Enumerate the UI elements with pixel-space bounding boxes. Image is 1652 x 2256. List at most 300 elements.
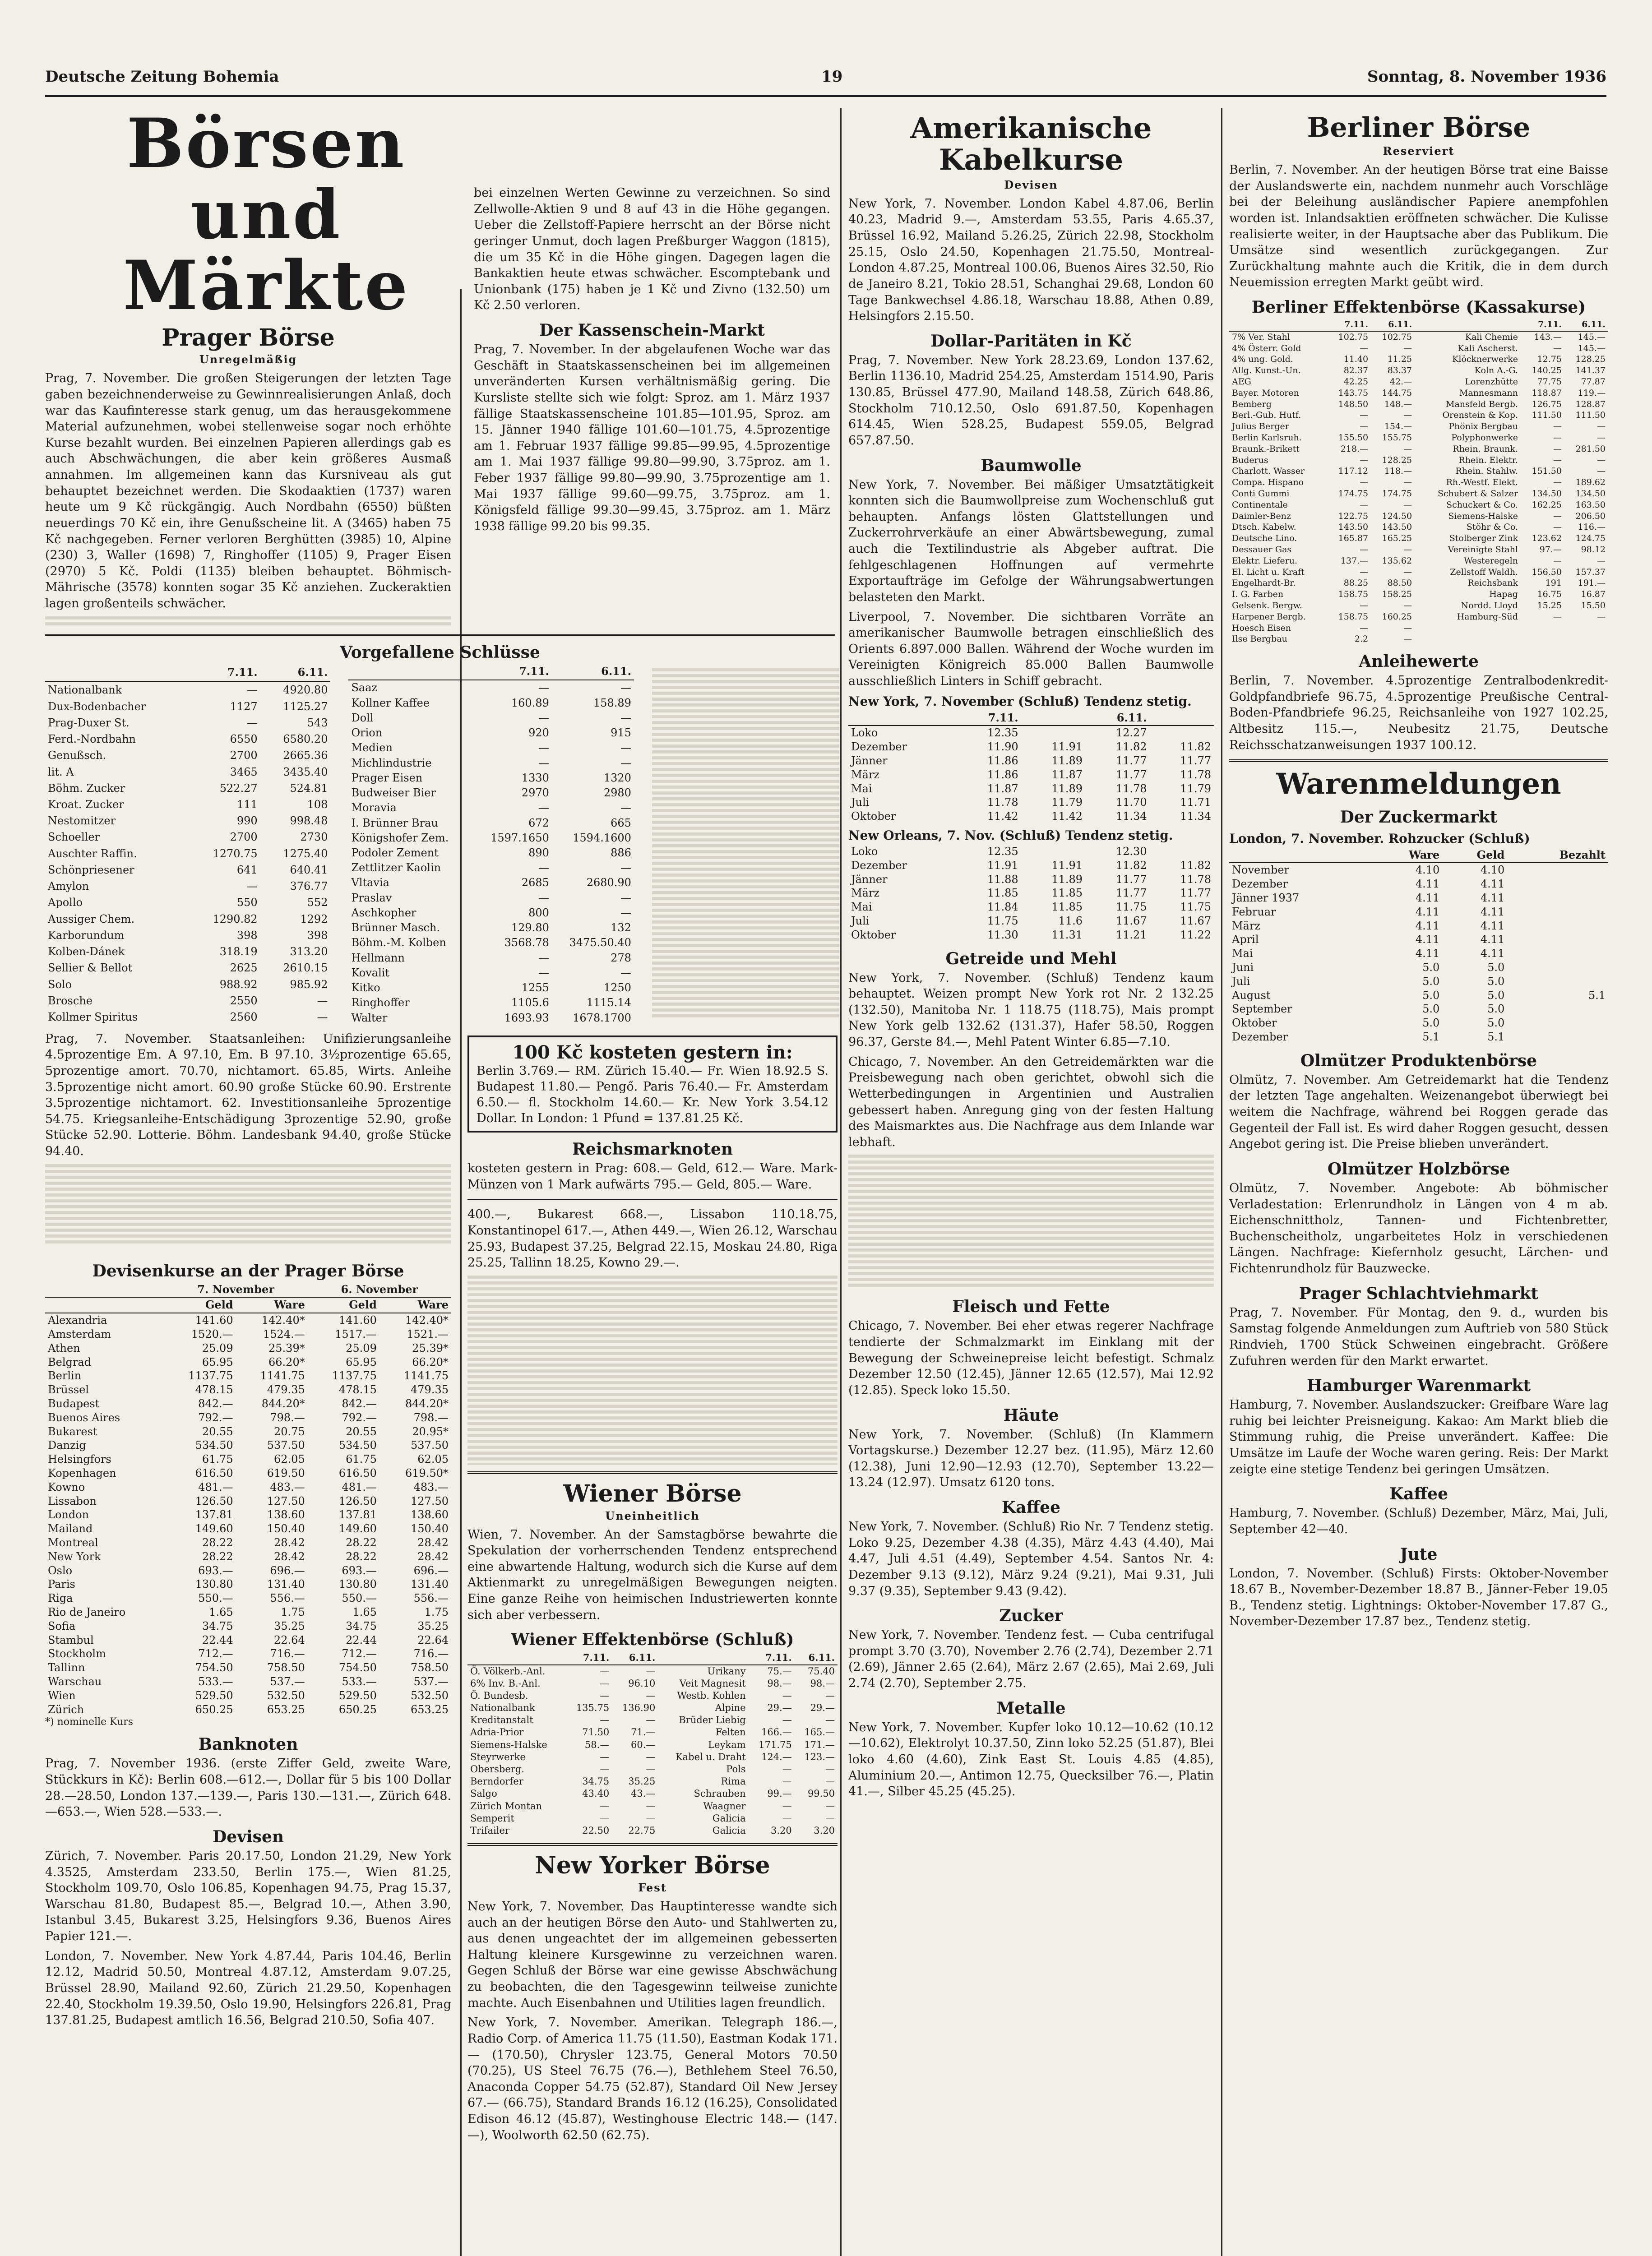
lower-section xyxy=(45,1031,839,2147)
table-cell: — xyxy=(825,1690,835,1701)
table-cell: 11.31 xyxy=(1051,928,1083,941)
table-cell: 136.90 xyxy=(622,1702,656,1714)
table-cell: 11.85 xyxy=(1051,887,1083,900)
table-cell: 550 xyxy=(236,896,258,909)
column-berlin xyxy=(1229,108,1608,2256)
table-cell: 616.50 xyxy=(195,1467,233,1480)
table-row xyxy=(1229,354,1608,365)
table-cell: 481.— xyxy=(198,1480,233,1493)
table-row xyxy=(45,895,330,911)
table-cell: 12.35 xyxy=(987,845,1018,858)
table-cell: — xyxy=(600,1764,610,1775)
table-cell: 5.1 xyxy=(1422,1030,1440,1043)
table-cell: 149.60 xyxy=(195,1522,233,1535)
table-cell: Mai xyxy=(851,782,872,795)
table-cell: 34.75 xyxy=(582,1776,610,1787)
table-cell: Galicia xyxy=(712,1812,746,1824)
table-cell: 537.50 xyxy=(267,1439,305,1452)
table-cell: — xyxy=(825,1764,835,1775)
table-cell: 2685 xyxy=(521,876,549,889)
table-cell: — xyxy=(1360,567,1369,577)
table-cell: Kolben-Dánek xyxy=(48,945,125,958)
cable-title: Amerikanische Kabelkurse xyxy=(910,111,1152,177)
table-cell: März xyxy=(851,768,879,781)
table-cell: 4.11 xyxy=(1480,933,1505,946)
table-cell: 11.91 xyxy=(1051,740,1083,754)
table-cell: August xyxy=(1232,989,1271,1002)
table-row xyxy=(1229,891,1608,905)
table-cell: 131.40 xyxy=(411,1578,449,1591)
table-cell: Medien xyxy=(351,741,393,754)
table-cell: 43.40 xyxy=(582,1788,610,1799)
table-cell: 157.37 xyxy=(1575,567,1606,577)
table-row xyxy=(848,859,1214,873)
table-row xyxy=(45,1494,451,1508)
table-row xyxy=(848,768,1214,782)
table-cell: 4% Österr. Gold xyxy=(1232,343,1301,353)
table-cell: Hapag xyxy=(1489,589,1518,600)
table-cell: — xyxy=(1553,444,1562,454)
column-header: 6.11. xyxy=(612,1651,658,1664)
table-cell: 11.84 xyxy=(987,901,1018,914)
table-cell: 1594.1600 xyxy=(573,831,631,844)
table-cell: 11.77 xyxy=(1180,887,1211,900)
table-row xyxy=(45,1452,451,1466)
table-cell: 1137.75 xyxy=(188,1369,233,1382)
table-cell: 537.50 xyxy=(411,1439,449,1452)
column-header: 6.11. xyxy=(552,664,634,680)
table-cell: Berndorfer xyxy=(470,1776,523,1787)
table-cell: 543 xyxy=(307,716,328,729)
table-row xyxy=(1229,1016,1608,1030)
page-number: 19 xyxy=(821,68,843,86)
column-prague-cont xyxy=(474,185,830,538)
table-cell: 218.— xyxy=(1340,444,1369,454)
table-cell: — xyxy=(1403,343,1412,353)
table-cell: 1270.75 xyxy=(213,847,258,860)
table-cell: 653.25 xyxy=(411,1703,449,1716)
table-cell: 11.77 xyxy=(1115,754,1147,767)
jute-title: Jute xyxy=(1400,1544,1438,1564)
table-cell: 11.40 xyxy=(1343,354,1369,365)
table-cell: Praslav xyxy=(351,891,392,904)
table-row xyxy=(348,1010,634,1025)
table-cell: 127.50 xyxy=(267,1494,305,1507)
table-cell: Stolberger Zink xyxy=(1449,533,1518,544)
table-cell: 25.09 xyxy=(202,1341,233,1355)
table-row xyxy=(45,911,330,927)
table-cell: Montreal xyxy=(48,1536,98,1549)
table-cell: 124.— xyxy=(761,1751,792,1762)
table-row xyxy=(45,681,330,698)
table-row xyxy=(1229,511,1608,522)
table-cell: 11.82 xyxy=(1180,740,1211,754)
table-row xyxy=(467,1763,838,1775)
table-cell: 11.34 xyxy=(1115,810,1147,823)
table-row xyxy=(1229,343,1608,354)
table-cell: 1524.— xyxy=(263,1328,305,1341)
table-cell: 151.50 xyxy=(1532,466,1562,476)
table-cell xyxy=(1507,905,1608,919)
table-row xyxy=(348,771,634,786)
table-cell: Dezember xyxy=(1232,878,1288,891)
table-row xyxy=(45,1397,451,1411)
table-cell: 11.67 xyxy=(1115,915,1147,928)
table-cell: 25.39* xyxy=(412,1341,449,1355)
table-cell: 155.50 xyxy=(1338,432,1369,443)
column-header: Ware xyxy=(236,1297,308,1313)
table-cell: 4% ung. Gold. xyxy=(1232,354,1293,365)
table-row xyxy=(1229,919,1608,933)
table-cell: Kovalit xyxy=(351,966,390,979)
ny-kicker: Fest xyxy=(638,1881,667,1894)
table-cell: 529.50 xyxy=(338,1689,377,1702)
column-header xyxy=(1150,711,1214,726)
column-header: 6.11. xyxy=(1564,319,1608,331)
table-cell: 650.25 xyxy=(338,1703,377,1716)
neworleans-table xyxy=(848,845,1214,942)
table-cell: 127.50 xyxy=(411,1494,449,1507)
table-cell: 11.6 xyxy=(1058,915,1083,928)
table-cell: 35.25 xyxy=(417,1619,449,1632)
table-cell: Stöhr & Co. xyxy=(1466,522,1518,532)
table-cell: Julius Berger xyxy=(1232,421,1289,432)
table-cell: 1597.1650 xyxy=(491,831,549,844)
table-row xyxy=(348,695,634,710)
table-cell: — xyxy=(1597,432,1606,443)
table-cell: 5.0 xyxy=(1422,1017,1440,1030)
table-cell: Semperit xyxy=(470,1812,514,1824)
table-row xyxy=(1229,533,1608,544)
table-cell: Rhein. Elektr. xyxy=(1458,455,1518,465)
table-cell: 5.0 xyxy=(1487,961,1505,974)
table-cell: — xyxy=(620,711,631,724)
article-kicker: Unregelmäßig xyxy=(199,353,297,366)
table-cell: 154.— xyxy=(1384,421,1412,432)
table-cell: Kopenhagen xyxy=(48,1467,116,1480)
text-placeholder xyxy=(45,616,451,628)
table-cell: 11.86 xyxy=(987,754,1018,767)
table-cell: 4.10 xyxy=(1415,864,1440,877)
table-row xyxy=(348,950,634,965)
table-header-row xyxy=(45,1297,451,1313)
grain-title: Getreide und Mehl xyxy=(945,949,1117,968)
table-cell: 278 xyxy=(611,951,631,964)
table-cell: 130.80 xyxy=(195,1578,233,1591)
table-cell: 696.— xyxy=(270,1564,305,1577)
table-cell: 483.— xyxy=(413,1480,449,1493)
table-cell: 123.— xyxy=(804,1751,835,1762)
table-cell: 11.78 xyxy=(1180,768,1211,781)
table-cell: New York xyxy=(48,1550,101,1563)
table-cell: 148.50 xyxy=(1338,399,1369,409)
table-cell: 529.50 xyxy=(195,1689,233,1702)
table-cell: 20.55 xyxy=(202,1425,233,1438)
table-cell: 22.44 xyxy=(202,1633,233,1646)
table-row xyxy=(467,1775,838,1788)
table-cell: Ö. Völkerb.-Anl. xyxy=(470,1665,546,1677)
table-row xyxy=(1229,975,1608,989)
table-cell xyxy=(1507,1030,1608,1044)
table-row xyxy=(1229,444,1608,455)
cotton-body: New York, 7. November. Bei mäßiger Umsatztätigkeit konnten sich die Baumwollpreise zum Wochenschluß gut behaupten. Anfangs lösten Glattstellungen und Zuckerrohrverkäufe an einer Abwärtsbewegung, zumal auch die Textilindustrie als Abgeber auftrat. Die fehlgeschlagenen Hoffnungen auf vermehrte Exportaufträge im Gefolge der Währungsabwertungen belasteten den Markt. xyxy=(848,477,1214,604)
table-cell: 672 xyxy=(528,816,549,829)
table-cell: 11.79 xyxy=(1051,796,1083,809)
table-row xyxy=(45,1341,451,1355)
column-header: 6.11. xyxy=(795,1651,838,1664)
table-cell: Walter xyxy=(351,1011,388,1024)
table-cell: Prag-Duxer St. xyxy=(48,716,130,729)
table-cell: — xyxy=(600,1715,610,1726)
table-cell: 145.— xyxy=(1578,332,1606,342)
table-cell: 98.12 xyxy=(1581,544,1606,555)
table-cell: 61.75 xyxy=(346,1453,377,1466)
berlin-table xyxy=(1229,319,1608,645)
table-cell: 129.80 xyxy=(511,921,549,934)
table-cell: Schrauben xyxy=(694,1788,746,1799)
table-cell: — xyxy=(1360,455,1369,465)
hamburg-title: Hamburger Warenmarkt xyxy=(1307,1376,1531,1396)
table-cell: 25.39* xyxy=(268,1341,305,1355)
table-cell: 126.50 xyxy=(195,1494,233,1507)
table-cell: 160.89 xyxy=(511,696,549,709)
table-row xyxy=(467,1665,838,1678)
table-cell: 11.86 xyxy=(987,768,1018,781)
table-cell: 11.25 xyxy=(1387,354,1412,365)
table-cell: 1678.1700 xyxy=(573,1011,631,1024)
column-header: Geld xyxy=(164,1297,236,1313)
table-cell xyxy=(1507,891,1608,905)
meat-body: Chicago, 7. November. Bei eher etwas regerer Nachfrage tendierte der Schmalzmarkt im Einklang mit der Bewegung der Schweinepreise leicht befestigt. Schmalz Dezember 12.50 (12.45), Jänner 12.65 (12.57), Mai 12.92 (12.85). Speck loko 15.50. xyxy=(848,1319,1214,1397)
table-cell: Schubert & Salzer xyxy=(1437,488,1518,499)
table-cell: 3568.78 xyxy=(504,936,549,949)
table-cell: 478.15 xyxy=(338,1383,377,1396)
table-cell: Obersberg. xyxy=(470,1764,524,1775)
table-cell: Nationalbank xyxy=(470,1702,535,1714)
table-cell: 11.78 xyxy=(1180,873,1211,886)
table-cell: Schuckert & Co. xyxy=(1446,499,1518,510)
table-cell: 158.75 xyxy=(1338,611,1369,622)
column-header: 6.11. xyxy=(1371,319,1415,331)
table-cell: Siemens-Halske xyxy=(470,1739,547,1750)
table-cell: 165.87 xyxy=(1338,533,1369,544)
column-america xyxy=(848,108,1214,2256)
table-cell: 191 xyxy=(1545,578,1562,588)
rm-title: Reichsmarknoten xyxy=(572,1140,733,1159)
anleihen-title: Anleihewerte xyxy=(1359,652,1479,671)
table-cell: Ferd.-Nordbahn xyxy=(48,733,136,746)
table-cell: — xyxy=(538,801,549,814)
table-cell: Conti Gummi xyxy=(1232,488,1290,499)
table-row xyxy=(467,1678,838,1690)
table-cell: 35.25 xyxy=(628,1776,656,1787)
table-cell: 111.50 xyxy=(1532,410,1562,421)
column-header: 7.11. xyxy=(1521,319,1564,331)
table-cell: — xyxy=(600,1678,610,1689)
table-cell: Zellstoff Waldh. xyxy=(1450,567,1518,577)
table-cell: Riga xyxy=(48,1592,73,1605)
table-row xyxy=(1229,376,1608,388)
table-cell: Brosche xyxy=(48,994,93,1007)
table-cell: 1125.27 xyxy=(283,700,328,713)
table-row xyxy=(348,995,634,1010)
table-cell: Stockholm xyxy=(48,1647,106,1660)
table-cell: 616.50 xyxy=(338,1467,377,1480)
table-cell: 313.20 xyxy=(290,945,328,958)
table-cell: 11.21 xyxy=(1115,928,1147,941)
table-cell: 534.50 xyxy=(338,1439,377,1452)
table-cell: I. G. Farben xyxy=(1232,589,1284,600)
table-cell xyxy=(1415,623,1521,634)
cotton-title: Baumwolle xyxy=(981,456,1082,475)
table-cell: 126.75 xyxy=(1532,399,1562,409)
table-cell: 7% Ver. Stahl xyxy=(1232,332,1290,342)
table-cell: 62.05 xyxy=(274,1453,305,1466)
table-row xyxy=(467,1739,838,1751)
table-row xyxy=(45,1536,451,1550)
table-cell: 137.81 xyxy=(195,1508,233,1521)
table-cell: Alexandria xyxy=(48,1314,107,1327)
table-row xyxy=(348,980,634,995)
table-cell: 2700 xyxy=(230,831,258,844)
table-cell: 142.40* xyxy=(405,1314,449,1327)
table-cell: Juli xyxy=(1232,975,1250,988)
table-cell: Adria-Prior xyxy=(470,1727,524,1738)
table-row xyxy=(45,1661,451,1675)
table-cell: Veit Magnesit xyxy=(679,1678,746,1689)
table-cell: 141.37 xyxy=(1575,365,1606,376)
berlin-title: Berliner Börse xyxy=(1307,112,1531,143)
table-cell: 1255 xyxy=(521,981,549,994)
table-cell: Klöcknerwerke xyxy=(1452,354,1518,365)
table-row xyxy=(348,906,634,920)
table-cell: Vltavia xyxy=(351,876,389,889)
section-title: Börsen und Märkte xyxy=(123,108,410,325)
table-cell: 4920.80 xyxy=(283,684,328,697)
table-cell: Kollmer Spiritus xyxy=(48,1011,138,1024)
table-cell: 281.50 xyxy=(1575,444,1606,454)
table-cell: 2625 xyxy=(230,962,258,975)
market-body: 400.—, Bukarest 668.—, Lissabon 110.18.75, Konstantinopel 617.—, Athen 449.—, Wien 26.12, Warschau 25.93, Budapest 37.25, Belgrad 22.15, Moskau 24.80, Riga 25.25, Tallinn 18.25, Kowno 29.—. xyxy=(467,1207,838,1270)
table-row xyxy=(1229,499,1608,511)
table-cell: — xyxy=(1553,555,1562,566)
table-cell: — xyxy=(1360,410,1369,421)
table-cell: 2730 xyxy=(300,831,328,844)
cotton-futures-head: New York, 7. November (Schluß) Tendenz stetig. xyxy=(848,693,1192,709)
table-cell: — xyxy=(538,951,549,964)
table-cell: 15.50 xyxy=(1581,600,1606,610)
table-cell: 1141.75 xyxy=(260,1369,305,1382)
table-cell: Dezember xyxy=(851,740,907,754)
table-cell: Aussiger Chem. xyxy=(48,912,135,925)
table-cell: 1290.82 xyxy=(213,912,258,925)
table-cell: April xyxy=(1232,933,1259,946)
table-cell: Jänner 1937 xyxy=(1232,892,1300,905)
table-cell xyxy=(1021,845,1085,859)
column-header: 7.11. xyxy=(749,1651,795,1664)
table-cell: Böhm.-M. Kolben xyxy=(351,936,446,949)
table-cell: — xyxy=(1360,343,1369,353)
table-cell: Nationalbank xyxy=(48,684,122,697)
table-cell: Böhm. Zucker xyxy=(48,781,125,795)
table-cell xyxy=(1507,947,1608,961)
table-cell: Genußsch. xyxy=(48,749,106,762)
table-cell: 844.20* xyxy=(405,1397,449,1410)
table-row xyxy=(45,1550,451,1564)
table-cell: 653.25 xyxy=(267,1703,305,1716)
table-cell: — xyxy=(538,891,549,904)
zucker-table xyxy=(1229,848,1608,1044)
table-cell: 28.42 xyxy=(417,1536,449,1549)
table-cell: Urikany xyxy=(707,1665,746,1677)
table-cell: — xyxy=(1403,544,1412,555)
table-cell: — xyxy=(646,1800,656,1812)
neworleans-head: New Orleans, 7. Nov. (Schluß) Tendenz stetig. xyxy=(848,828,1173,843)
table-cell: 158.75 xyxy=(1338,589,1369,600)
table-cell: 11.67 xyxy=(1180,915,1211,928)
table-cell: 524.81 xyxy=(290,781,328,795)
table-row xyxy=(1229,961,1608,975)
table-cell: 15.25 xyxy=(1537,600,1562,610)
table-cell: — xyxy=(538,711,549,724)
column-header: 7.11. xyxy=(566,1651,612,1664)
table-cell: 650.25 xyxy=(195,1703,233,1716)
table-cell: 537.— xyxy=(413,1675,449,1688)
table-cell: Koln A.-G. xyxy=(1474,365,1518,376)
table-cell: 665 xyxy=(611,816,631,829)
table-cell: 619.50 xyxy=(267,1467,305,1480)
table-cell xyxy=(1564,633,1608,645)
table-cell: 556.— xyxy=(413,1592,449,1605)
table-cell: Buenos Aires xyxy=(48,1411,120,1424)
table-row xyxy=(1229,989,1608,1003)
table-cell: 11.91 xyxy=(1051,859,1083,872)
grain-body-2: Chicago, 7. November. An den Getreidemärkten war die Preisbewegung nach oben gerichtet, obwohl sich die Wetterbedingungen in Argentinien und Australien gebessert haben. Anregung ging von der festen Haltung des Maismarktes aus. Die Nachfrage aus dem Inlande war lebhaft. xyxy=(848,1054,1214,1149)
table-cell: Waagner xyxy=(703,1800,746,1812)
column-header xyxy=(45,664,190,682)
table-cell: Mannesmann xyxy=(1459,388,1518,398)
table-cell: 3.20 xyxy=(814,1825,835,1836)
table-cell: — xyxy=(1360,623,1369,633)
table-cell: 111.50 xyxy=(1575,410,1606,421)
table-cell: 11.79 xyxy=(1180,782,1211,795)
cash-body: Prag, 7. November. In der abgelaufenen Woche war das Geschäft in Staatskassenscheinen bei im allgemeinen unveränderten Kursen verhältnismäßig gering. Die Kursliste stellte sich wie folgt: Sproz. am 1. März 1937 fällige Staatskassenscheine 101.85—101.95, Sproz. am 15. Jänner 1940 fällige 101.60—101.75, 4.5prozentige am 1. Februar 1937 fällige 99.85—99.95, 4.5prozentige am 1. Mai 1937 fällige 99.80—99.90, 3.75proz. am 1. Feber 1937 fällige 99.80—99.90, 3.75prozentige am 1. Mai 1937 fällige 99.60—99.75, 3.75proz. am 1. Königsfeld fällige 99.30—99.45, 3.75proz. am 1. März 1938 fällige 99.20 bis 99.35. xyxy=(474,342,830,533)
waren-title: Warenmeldungen xyxy=(1276,767,1561,801)
table-cell: 150.40 xyxy=(411,1522,449,1535)
coffee-title: Kaffee xyxy=(1002,1498,1060,1517)
schlacht-body: Prag, 7. November. Für Montag, den 9. d., wurden bis Samstag folgende Anmeldungen zum Auftrieb von 580 Stück Rindvieh, 1700 Stück Schweinen eingebracht. Größere Zufuhren werden für den Markt erwartet. xyxy=(1229,1305,1608,1368)
table-cell: — xyxy=(1597,421,1606,432)
table-cell: 123.62 xyxy=(1532,533,1562,544)
table-cell: 149.60 xyxy=(338,1522,377,1535)
table-row xyxy=(45,780,330,796)
table-cell: 1521.— xyxy=(407,1328,449,1341)
table-cell: 117.12 xyxy=(1338,466,1369,476)
table-row xyxy=(848,726,1214,740)
table-cell: 88.50 xyxy=(1387,578,1412,588)
table-cell: 16.75 xyxy=(1537,589,1562,600)
table-cell: 693.— xyxy=(198,1564,233,1577)
closing-tables xyxy=(45,664,839,1026)
table-cell: Juni xyxy=(1232,961,1254,974)
vienna-title: Wiener Börse xyxy=(563,1479,742,1507)
table-row xyxy=(1229,522,1608,533)
table-cell: 3.20 xyxy=(770,1825,792,1836)
table-row xyxy=(45,927,330,943)
table-cell: Kowno xyxy=(48,1480,85,1493)
vienna-table-title: Wiener Effektenbörse (Schluß) xyxy=(511,1630,794,1650)
table-cell: 1517.— xyxy=(335,1328,377,1341)
